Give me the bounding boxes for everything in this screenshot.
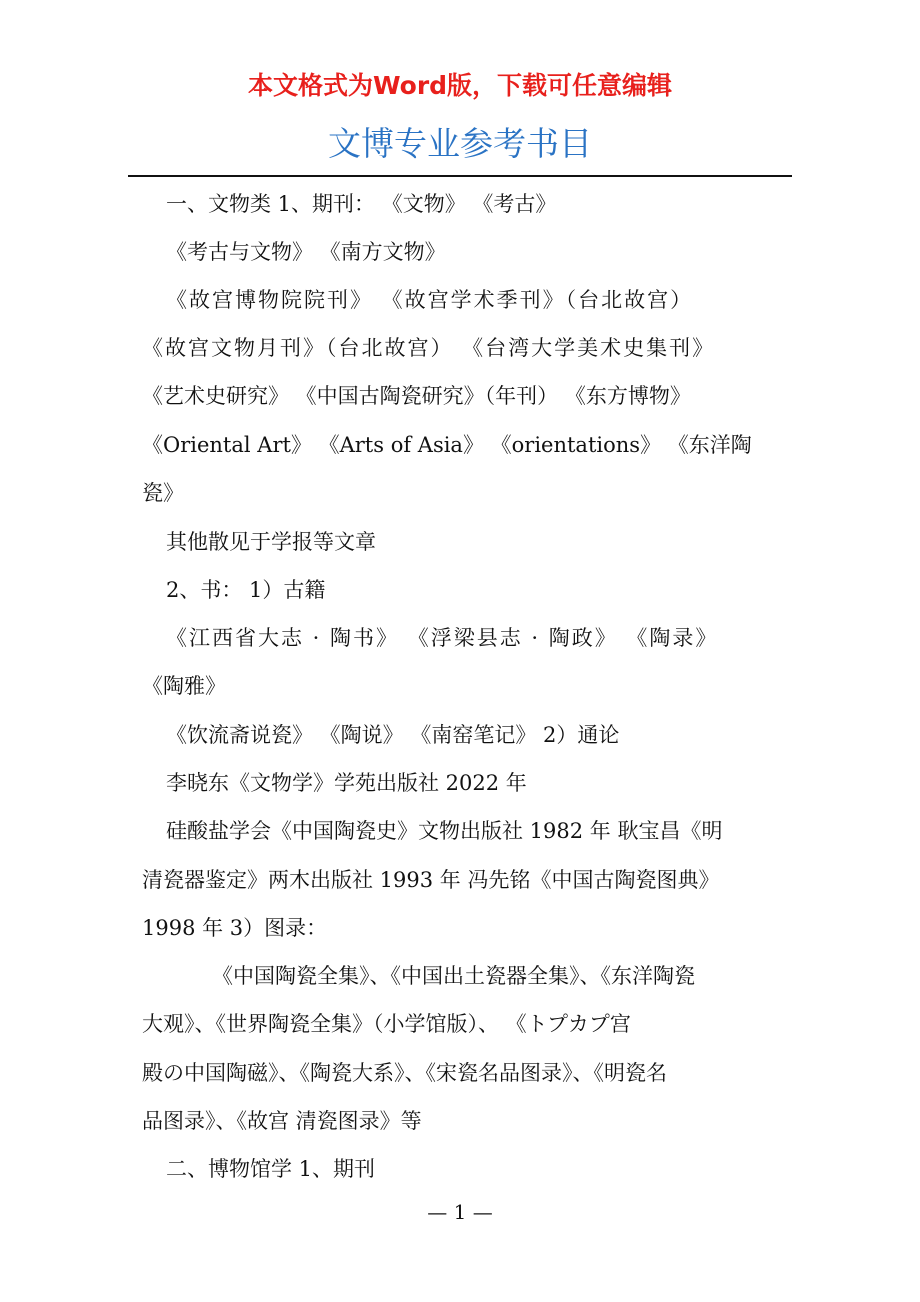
format-notice-banner: 本文格式为Word版，下载可任意编辑 xyxy=(247,71,673,100)
line-ancient-texts-2: 《陶雅》 xyxy=(142,674,226,698)
line-ancient-texts-3: 《饮流斋说瓷》 《陶说》 《南窑笔记》 2）通论 xyxy=(166,723,620,747)
document-title: 文博专业参考书目 xyxy=(328,124,592,163)
line-ancient-texts-1: 《江西省大志 · 陶书》 《浮梁县志 · 陶政》 《陶录》 xyxy=(166,626,719,650)
line-periodicals-heading: 一、文物类 1、期刊： 《文物》 《考古》 xyxy=(166,192,557,216)
line-catalogs-1: 《中国陶瓷全集》、《中国出土瓷器全集》、《东洋陶瓷 xyxy=(212,964,695,988)
line-periodicals-6: 《Oriental Art》 《Arts of Asia》 《orientations》 《东洋陶 xyxy=(142,433,752,457)
title-divider xyxy=(128,175,792,177)
line-periodicals-7: 瓷》 xyxy=(142,481,184,505)
line-catalogs-3: 殿の中国陶磁》、《陶瓷大系》、《宋瓷名品图录》、《明瓷名 xyxy=(142,1061,667,1085)
line-catalogs-2: 大观》、《世界陶瓷全集》（小学馆版）、 《トプカプ宫 xyxy=(142,1012,631,1036)
line-periodicals-3: 《故宫博物院院刊》 《故宫学术季刊》（台北故宫） xyxy=(166,288,694,312)
line-general-3: 清瓷器鉴定》两木出版社 1993 年 冯先铭《中国古陶瓷图典》 xyxy=(142,868,720,892)
line-catalogs-4: 品图录》、《故宫 清瓷图录》等 xyxy=(142,1109,422,1133)
line-catalogs-heading: 1998 年 3）图录： xyxy=(142,916,328,940)
line-museology-heading: 二、博物馆学 1、期刊 xyxy=(166,1157,376,1181)
line-books-heading: 2、书： 1）古籍 xyxy=(166,578,326,602)
line-periodicals-5: 《艺术史研究》 《中国古陶瓷研究》（年刊） 《东方博物》 xyxy=(142,384,691,408)
line-general-1: 李晓东《文物学》学苑出版社 2022 年 xyxy=(166,771,527,795)
line-periodicals-4: 《故宫文物月刊》（台北故宫） 《台湾大学美术史集刊》 xyxy=(142,336,716,360)
line-general-2: 硅酸盐学会《中国陶瓷史》文物出版社 1982 年 耿宝昌《明 xyxy=(166,819,723,843)
line-other-articles: 其他散见于学报等文章 xyxy=(166,530,376,554)
line-periodicals-2: 《考古与文物》 《南方文物》 xyxy=(166,240,446,264)
page-number: — 1 — xyxy=(427,1200,493,1224)
